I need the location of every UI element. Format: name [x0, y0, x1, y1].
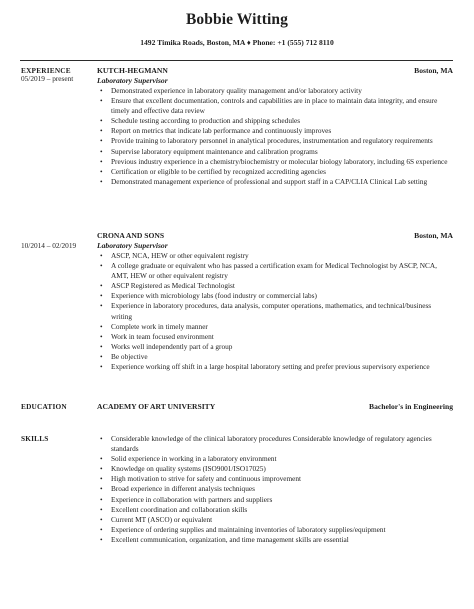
bullet-text: Works well independently part of a group	[111, 341, 233, 351]
bullet-dot-icon: •	[100, 116, 103, 126]
bullet-text: Ensure that excellent documentation, controls and capabilities are in place to maintain data integrity, and ensure timely and effective data review	[111, 96, 438, 116]
job-bullet-list	[97, 86, 453, 187]
bullet-dot-icon: •	[100, 474, 103, 484]
bullet-item	[97, 474, 453, 484]
bullet-item	[97, 281, 453, 291]
bullet-item	[97, 126, 453, 136]
bullet-dot-icon: •	[100, 136, 103, 146]
bullet-item	[97, 261, 453, 281]
bullet-item	[97, 454, 453, 464]
job-company: CRONA AND SONS	[97, 231, 165, 240]
bullet-text: Current MT (ASCO) or equivalent	[111, 514, 213, 524]
bullet-item	[97, 332, 453, 342]
bullet-item	[97, 116, 453, 126]
job-location: Boston, MA	[414, 66, 453, 75]
bullet-dot-icon: •	[100, 176, 103, 186]
bullet-text: Broad experience in different analysis techniques	[111, 484, 255, 494]
bullet-text: Report on metrics that indicate lab performance and continuously improves	[111, 126, 332, 136]
bullet-text: Considerable knowledge of the clinical laboratory procedures Considerable knowledge of regulatory agencies standards	[111, 434, 432, 454]
bullet-item	[97, 362, 453, 372]
bullet-item	[97, 505, 453, 515]
bullet-text: Experience in laboratory procedures, data analysis, computer operations, mathematics, and technical/business writing	[111, 301, 432, 321]
bullet-dot-icon: •	[100, 156, 103, 166]
bullet-item	[97, 495, 453, 505]
school-name: ACADEMY OF ART UNIVERSITY	[97, 402, 216, 411]
bullet-text: Demonstrated management experience of professional and support staff in a CAP/CLIA Clinical Lab setting	[111, 176, 428, 186]
job-dates: 10/2014 – 02/2019	[21, 241, 77, 250]
bullet-text: Experience with microbiology labs (food industry or commercial labs)	[111, 291, 317, 301]
skills-heading: SKILLS	[21, 434, 49, 443]
bullet-item	[97, 86, 453, 96]
bullet-dot-icon: •	[100, 351, 103, 361]
contact-line: 1492 Timika Roads, Boston, MA ♦ Phone: +1 (555) 712 8110	[140, 38, 334, 47]
bullet-dot-icon: •	[100, 454, 103, 464]
bullet-item	[97, 322, 453, 332]
bullet-text: Supervise laboratory equipment maintenance and calibration programs	[111, 146, 318, 156]
bullet-item	[97, 464, 453, 474]
bullet-text: Demonstrated experience in laboratory quality management and/or laboratory activity	[111, 86, 362, 95]
bullet-item	[97, 291, 453, 301]
bullet-item	[97, 136, 453, 146]
bullet-item	[97, 147, 453, 157]
bullet-dot-icon: •	[100, 146, 103, 156]
candidate-name: Bobbie Witting	[185, 11, 289, 28]
bullet-text: Previous industry experience in a chemistry/biochemistry or molecular biology laboratory, including 6S experience	[111, 156, 448, 166]
skills-bullet-list	[97, 434, 453, 545]
bullet-text: Work in team focused environment	[111, 331, 214, 341]
bullet-text: Experience of ordering supplies and maintaining inventories of laboratory supplies/equipment	[111, 524, 386, 534]
bullet-dot-icon: •	[100, 504, 103, 514]
bullet-dot-icon: •	[100, 126, 103, 136]
bullet-text: Knowledge on quality systems (ISO9001/ISO17025)	[111, 464, 266, 474]
bullet-text: ASCP, NCA, HEW or other equivalent registry	[111, 251, 249, 260]
bullet-dot-icon: •	[100, 251, 103, 260]
bullet-text: Excellent communication, organization, and time management skills are essential	[111, 534, 349, 544]
bullet-item	[97, 251, 453, 261]
job-location: Boston, MA	[414, 231, 453, 240]
bullet-text: A college graduate or equivalent who has passed a certification exam for Medical Technologist by ASCP, NCA, AMT, HEW or other equivalent registry	[111, 261, 438, 281]
bullet-text: Certification or eligible to be certified by recognized accrediting agencies	[111, 166, 326, 176]
bullet-item	[97, 535, 453, 545]
bullet-dot-icon: •	[100, 341, 103, 351]
bullet-text: Experience working off shift in a large hospital laboratory setting and prefer previous supervisory experience	[111, 362, 430, 372]
job-title: Laboratory Supervisor	[97, 76, 168, 85]
bullet-dot-icon: •	[100, 166, 103, 176]
bullet-text: ASCP Registered as Medical Technologist	[111, 281, 235, 291]
bullet-dot-icon: •	[100, 291, 103, 301]
bullet-dot-icon: •	[100, 534, 103, 544]
bullet-item	[97, 167, 453, 177]
bullet-text: Schedule testing according to production and shipping schedules	[111, 116, 301, 126]
bullet-dot-icon: •	[100, 301, 103, 311]
bullet-item	[97, 484, 453, 494]
bullet-dot-icon: •	[100, 86, 103, 95]
bullet-dot-icon: •	[100, 281, 103, 291]
bullet-text: Excellent coordination and collaboration skills	[111, 504, 248, 514]
job-dates: 05/2019 – present	[21, 74, 74, 83]
bullet-dot-icon: •	[100, 321, 103, 331]
bullet-text: Provide training to laboratory personnel in analytical procedures, instrumentation and regulatory requirements	[111, 136, 433, 146]
job-company: KUTCH-HEGMANN	[97, 66, 168, 75]
bullet-text: Solid experience in working in a laboratory environment	[111, 454, 277, 464]
bullet-item	[97, 525, 453, 535]
bullet-dot-icon: •	[100, 362, 103, 372]
bullet-item	[97, 96, 453, 116]
bullet-dot-icon: •	[100, 494, 103, 504]
experience-heading: EXPERIENCE	[21, 66, 71, 75]
bullet-dot-icon: •	[100, 434, 103, 443]
bullet-dot-icon: •	[100, 96, 103, 106]
bullet-item	[97, 301, 453, 321]
job-bullet-list	[97, 251, 453, 372]
degree: Bachelor's in Engineering	[369, 402, 453, 411]
education-heading: EDUCATION	[21, 402, 67, 411]
bullet-dot-icon: •	[100, 261, 103, 271]
divider	[20, 60, 453, 61]
bullet-dot-icon: •	[100, 514, 103, 524]
bullet-item	[97, 157, 453, 167]
job-title: Laboratory Supervisor	[97, 241, 168, 250]
bullet-text: Be objective	[111, 351, 148, 361]
bullet-item	[97, 515, 453, 525]
bullet-text: Experience in collaboration with partners and suppliers	[111, 494, 273, 504]
bullet-dot-icon: •	[100, 331, 103, 341]
bullet-item	[97, 352, 453, 362]
bullet-dot-icon: •	[100, 524, 103, 534]
bullet-dot-icon: •	[100, 464, 103, 474]
bullet-item	[97, 434, 453, 454]
bullet-item	[97, 342, 453, 352]
bullet-text: Complete work in timely manner	[111, 321, 208, 331]
bullet-text: High motivation to strive for safety and continuous improvement	[111, 474, 302, 484]
bullet-item	[97, 177, 453, 187]
bullet-dot-icon: •	[100, 484, 103, 494]
